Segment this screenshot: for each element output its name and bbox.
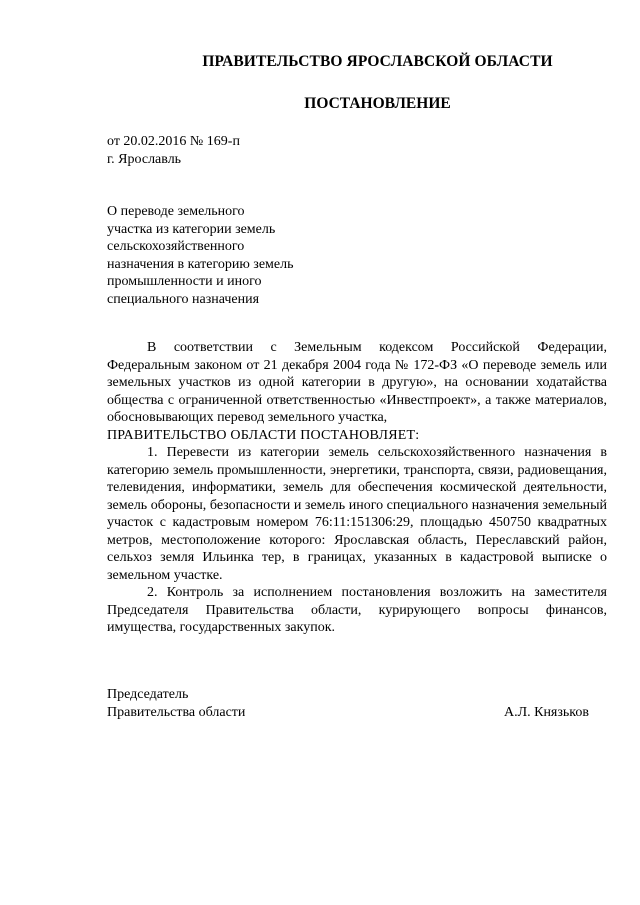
government-heading: ПРАВИТЕЛЬСТВО ЯРОСЛАВСКОЙ ОБЛАСТИ <box>202 53 553 70</box>
document-meta <box>107 133 240 168</box>
document-type-heading: ПОСТАНОВЛЕНИЕ <box>304 95 451 112</box>
item-2-paragraph: 2. Контроль за исполнением постановления возложить на заместителя Председателя Правительства области, курирующего вопросы финансов, имущества, государственных закупок. <box>107 585 607 635</box>
subject-line: сельскохозяйственного <box>107 239 245 254</box>
item-1-paragraph: 1. Перевести из категории земель сельскохозяйственного назначения в категорию земель промышленности, энергетики, транспорта, связи, радиовещания, телевидения, информатики, земель для обеспечения космической деятельности, земель обороны, безопасности и земель иного специального назначения земельный участок с кадастровым номером 76:11:151306:29, площадью 450750 квадратных метров, местоположение которого: Ярославская область, Переславский район, сельхоз земля Ильинка тер, в границах, указанных в кадастровой выписке о земельном участке. <box>107 445 607 583</box>
city: г. Ярославль <box>107 151 182 167</box>
signature-row <box>107 704 607 722</box>
subject-line: участка из категории земель <box>107 221 276 237</box>
signatory-title-line2: Правительства области <box>107 704 246 720</box>
preamble-paragraph: В соответствии с Земельным кодексом Российской Федерации, Федеральным законом от 21 декабря 2004 года № 172-ФЗ «О переводе земель или земельных участков из одной категории в другую», на основании ходатайства общества с ограниченной ответственностью «Инвестпроект», а также материалов, обосновывающих перевод земельного участка, <box>107 340 607 425</box>
document-subject <box>107 203 293 308</box>
date-number: от 20.02.2016 № 169-п <box>107 134 240 149</box>
document-body <box>107 339 607 637</box>
signature-block <box>107 686 607 721</box>
signatory-name: А.Л. Князьков <box>504 704 589 720</box>
subject-line: О переводе земельного <box>107 204 245 219</box>
subject-line: специального назначения <box>107 291 260 307</box>
resolves-line: ПРАВИТЕЛЬСТВО ОБЛАСТИ ПОСТАНОВЛЯЕТ: <box>107 427 420 443</box>
signatory-title-line1: Председатель <box>107 687 189 702</box>
subject-line: назначения в категорию земель <box>107 256 294 272</box>
subject-line: промышленности и иного <box>107 274 262 289</box>
